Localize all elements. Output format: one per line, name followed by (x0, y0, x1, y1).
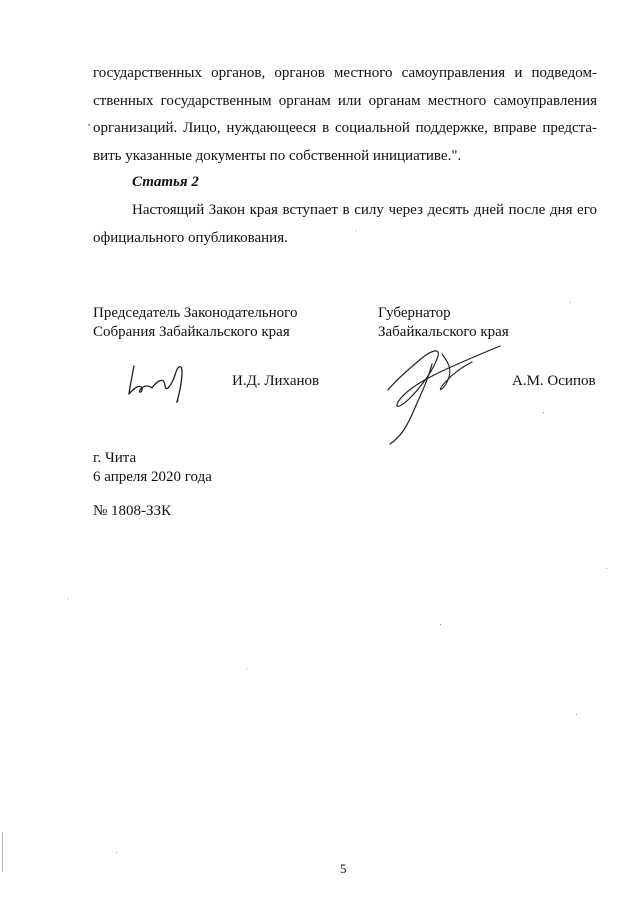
page-number: 5 (340, 861, 347, 876)
scan-speck (543, 412, 544, 413)
date: 6 апреля 2020 года (93, 469, 212, 485)
scan-speck (88, 124, 90, 126)
right-handwritten-signature (380, 340, 510, 450)
city: г. Чита (93, 450, 137, 466)
scan-speck (576, 714, 577, 715)
scan-speck (246, 668, 247, 669)
left-position-line-2: Собрания Забайкальского края (93, 324, 290, 340)
scan-speck (606, 568, 607, 569)
right-signatory-position (378, 304, 509, 342)
right-signatory-name: А.М. Осипов (512, 373, 596, 389)
scan-edge-mark (2, 832, 3, 872)
left-position-line-1: Председатель Законодательного (93, 305, 298, 321)
scan-speck (440, 624, 441, 625)
article-body (93, 197, 597, 252)
article-line-1: Настоящий Закон края вступает в силу через десять дней после дня его (132, 202, 597, 218)
article-line-2: официального опубликования. (93, 229, 288, 246)
left-signatory-name: И.Д. Лиханов (232, 373, 320, 389)
law-number: № 1808-ЗЗК (93, 503, 172, 519)
left-signatory-position (93, 304, 297, 342)
article-title: Статья 2 (132, 174, 199, 190)
right-position-line-1: Губернатор (378, 305, 451, 321)
scan-speck (68, 598, 69, 599)
right-position-line-2: Забайкальского края (378, 324, 509, 340)
body-paragraph (93, 60, 597, 170)
paragraph-line-2: ственных государственным органам или органам местного самоуправления (93, 92, 597, 109)
scan-speck (356, 230, 357, 231)
left-handwritten-signature (120, 360, 200, 410)
paragraph-line-4: вить указанные документы по собственной инициативе.". (93, 147, 462, 164)
paragraph-line-3: организаций. Лицо, нуждающееся в социальной поддержке, вправе предста- (93, 120, 597, 136)
paragraph-line-1: государственных органов, органов местного самоуправления и подведом- (93, 65, 597, 81)
scan-speck (570, 302, 571, 303)
scan-speck (116, 852, 117, 853)
